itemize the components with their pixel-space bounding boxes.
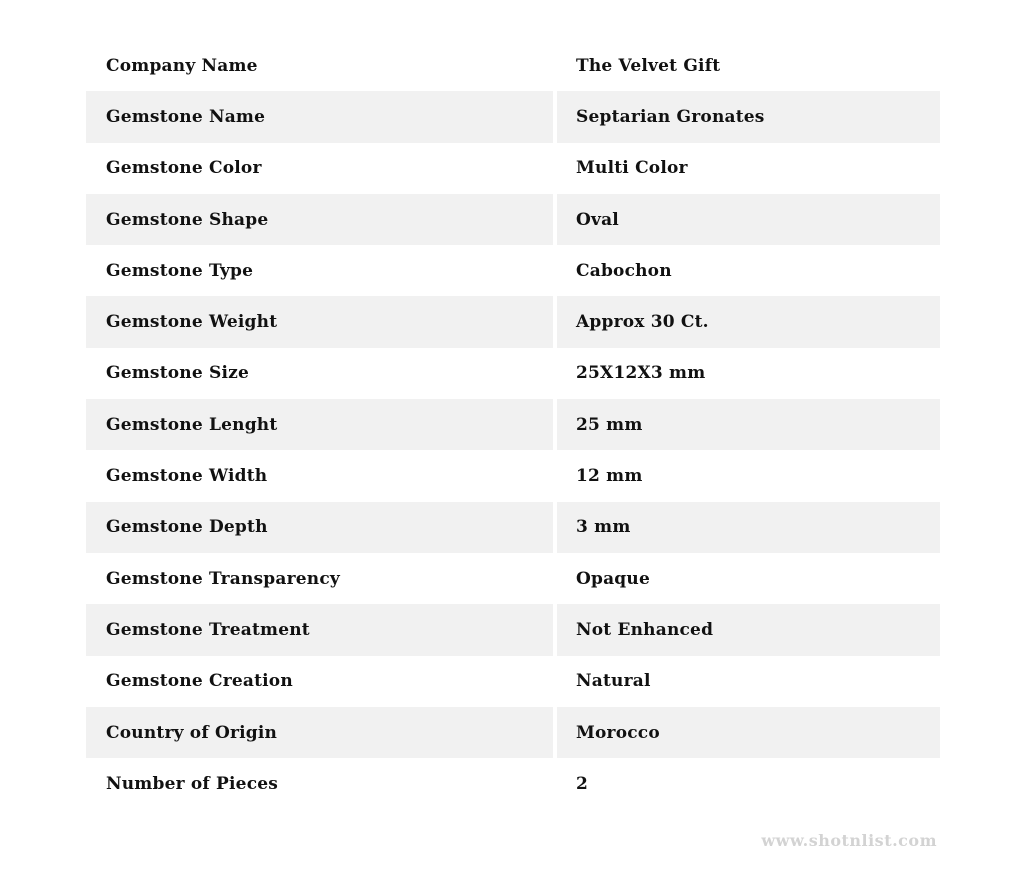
row-label: Number of Pieces	[86, 758, 553, 809]
row-value: Not Enhanced	[557, 604, 940, 655]
row-label: Gemstone Width	[86, 450, 553, 501]
row-label: Company Name	[86, 40, 553, 91]
table-row	[86, 450, 940, 501]
row-label: Gemstone Shape	[86, 194, 553, 245]
gemstone-spec-table	[86, 40, 940, 809]
row-value: Oval	[557, 194, 940, 245]
row-label: Gemstone Name	[86, 91, 553, 142]
table-row	[86, 91, 940, 142]
row-value: Opaque	[557, 553, 940, 604]
row-value: 25 mm	[557, 399, 940, 450]
row-value: Approx 30 Ct.	[557, 296, 940, 347]
row-label: Gemstone Depth	[86, 502, 553, 553]
table-row	[86, 296, 940, 347]
table-row	[86, 656, 940, 707]
row-label: Gemstone Type	[86, 245, 553, 296]
watermark: www.shotnlist.com	[761, 831, 937, 850]
row-label: Gemstone Treatment	[86, 604, 553, 655]
table-row	[86, 553, 940, 604]
row-value: 12 mm	[557, 450, 940, 501]
table-row	[86, 604, 940, 655]
table-row	[86, 40, 940, 91]
row-value: 2	[557, 758, 940, 809]
row-value: Cabochon	[557, 245, 940, 296]
table-row	[86, 399, 940, 450]
table-row	[86, 502, 940, 553]
row-value: 3 mm	[557, 502, 940, 553]
row-value: 25X12X3 mm	[557, 348, 940, 399]
row-label: Gemstone Creation	[86, 656, 553, 707]
row-value: Multi Color	[557, 143, 940, 194]
table-row	[86, 707, 940, 758]
row-value: The Velvet Gift	[557, 40, 940, 91]
table-row	[86, 758, 940, 809]
row-label: Gemstone Weight	[86, 296, 553, 347]
row-label: Country of Origin	[86, 707, 553, 758]
row-label: Gemstone Lenght	[86, 399, 553, 450]
table-row	[86, 348, 940, 399]
row-value: Morocco	[557, 707, 940, 758]
table-row	[86, 245, 940, 296]
row-label: Gemstone Transparency	[86, 553, 553, 604]
row-label: Gemstone Size	[86, 348, 553, 399]
row-value: Natural	[557, 656, 940, 707]
row-label: Gemstone Color	[86, 143, 553, 194]
table-row	[86, 143, 940, 194]
table-row	[86, 194, 940, 245]
row-value: Septarian Gronates	[557, 91, 940, 142]
